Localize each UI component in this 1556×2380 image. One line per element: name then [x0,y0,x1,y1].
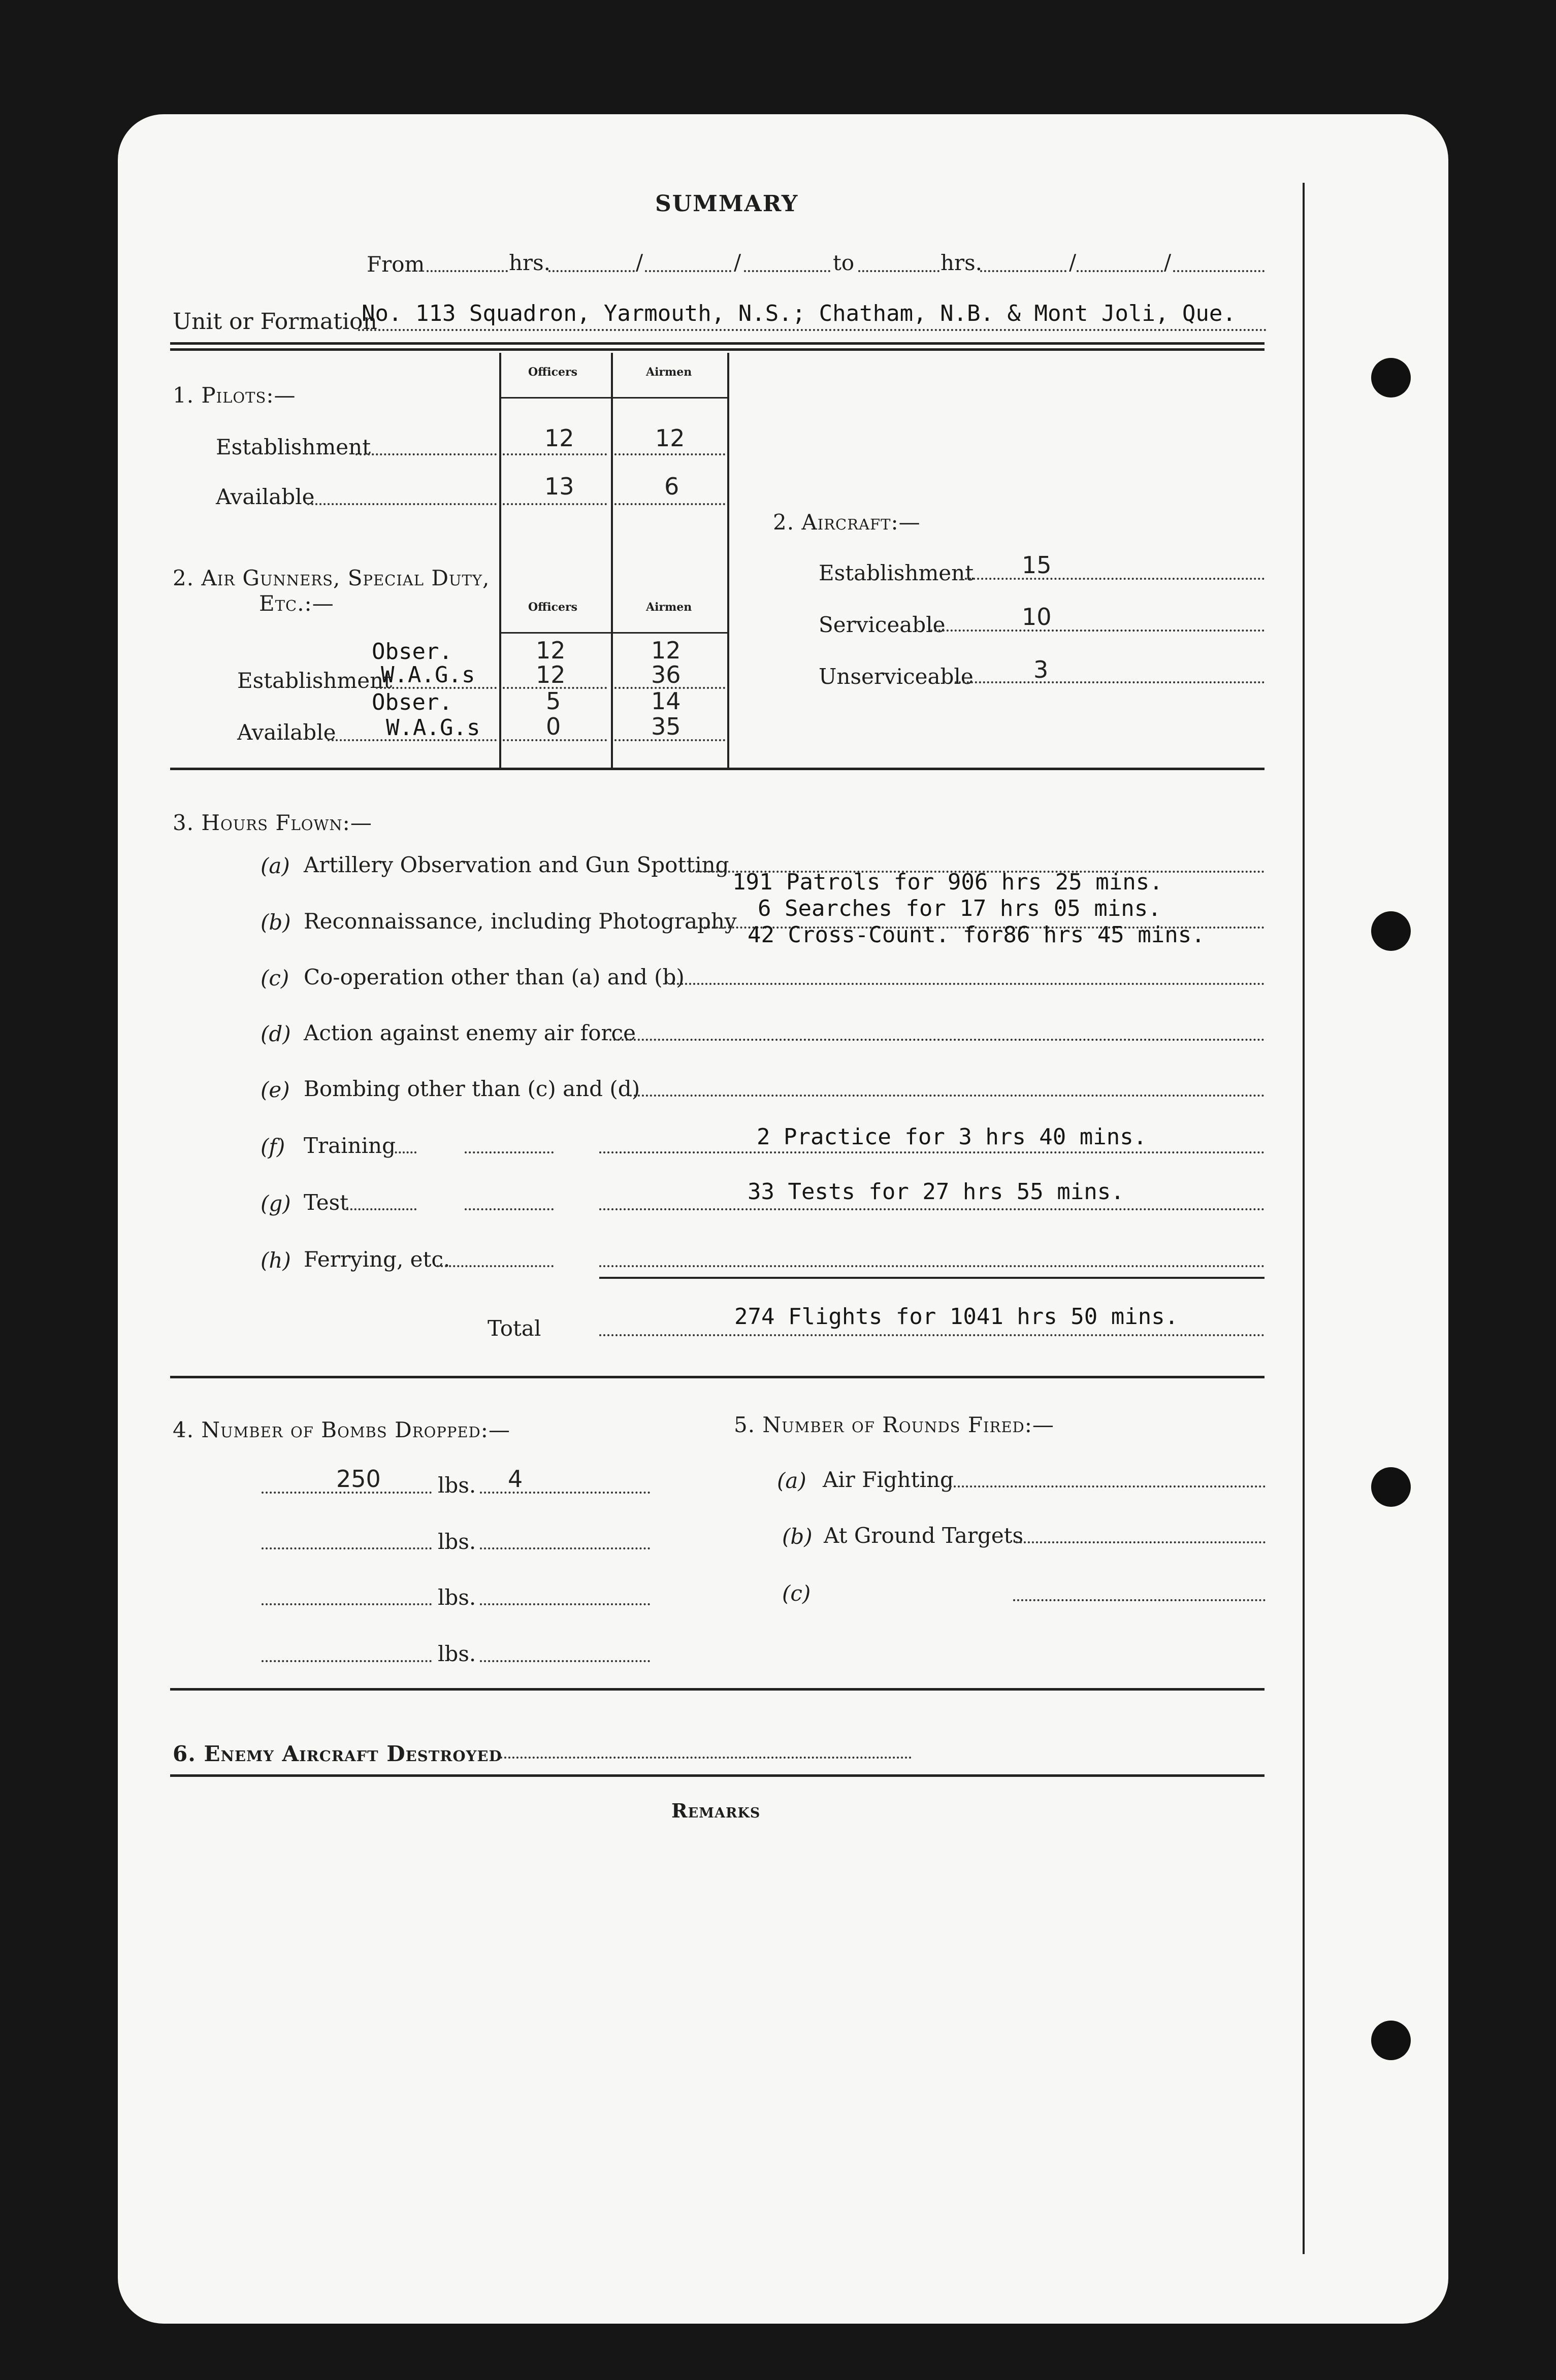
aircraft-unserviceable-label: Unserviceable [819,664,974,689]
leader-dots [599,1334,1265,1336]
leader-dots [946,1485,1266,1487]
rounds-b-label: At Ground Targets [824,1523,1024,1548]
leader-dots [955,681,1265,683]
hours-f-letter: (f) [261,1134,285,1159]
avail-wags-label: W.A.G.s [386,715,480,741]
air-gunners-heading: 2. Air Gunners, Special Duty, [173,566,490,590]
hours-a-label: Artillery Observation and Gun Spotting [304,852,729,877]
table-header-rule [499,397,729,399]
leader-dots [673,983,1265,985]
hours-h-label: Ferrying, etc. [304,1247,450,1272]
leader-dots [930,630,1265,632]
avail-obser-officers: 5 [546,687,561,715]
table-rule [611,353,613,770]
hours-e-label: Bombing other than (c) and (d) [304,1076,640,1101]
punch-hole [1371,2021,1411,2060]
air-gunners-establishment-label: Establishment [237,668,393,693]
slash: / [1069,250,1077,275]
bombs-lbs-label: lbs. [438,1473,476,1498]
leader-dots [328,739,497,741]
section-rule [170,1376,1265,1378]
double-rule [170,342,1265,345]
total-label: Total [488,1316,541,1341]
to-hrs-line [980,270,1066,272]
leader-dots [599,1151,1265,1153]
table-rule [499,353,501,770]
pilots-heading: 1. Pilots:— [173,383,296,408]
section-rule [170,1688,1265,1691]
rounds-c-letter: (c) [782,1581,811,1606]
cell-dots [614,453,725,455]
leader-dots [376,687,497,689]
table-header-rule [499,632,729,634]
bombs-count-1: 4 [508,1465,523,1493]
est-wags-officers: 12 [536,661,566,688]
enemy-heading: 6. Enemy Aircraft Destroyed [173,1741,502,1766]
leader-dots [391,1151,416,1153]
pilots-available-airmen: 6 [664,473,679,500]
punch-hole [1371,911,1411,951]
slash: / [734,250,741,275]
section-rule [170,1774,1265,1777]
hours-b-letter: (b) [261,910,291,935]
from-label: From [367,252,425,277]
leader-dots [346,1208,416,1210]
punch-hole [1371,358,1411,398]
hours-training: 2 Practice for 3 hrs 40 mins. [757,1124,1147,1150]
hours-heading: 3. Hours Flown:— [173,810,372,835]
hrs-label: hrs. [941,250,983,275]
leader-dots [355,453,497,455]
from-year-line [744,270,830,272]
leader-dots [630,1095,1265,1097]
aircraft-serviceable: 10 [1022,603,1052,631]
unit-value: No. 113 Squadron, Yarmouth, N.S.; Chatham, N.B. & Mont Joli, Que. [362,301,1236,326]
est-obser-airmen: 12 [651,637,681,664]
unit-label: Unit or Formation [173,309,377,335]
pilots-establishment-label: Establishment [216,435,371,459]
aircraft-heading: 2. Aircraft:— [773,510,921,535]
rounds-a-label: Air Fighting [823,1467,954,1492]
from-month-line [645,270,731,272]
to-label: to [833,250,855,275]
leader-dots [480,1660,650,1662]
pilots-available-label: Available [216,484,315,509]
est-wags-label: W.A.G.s [381,662,475,688]
cell-dots [614,739,725,741]
hours-d-letter: (d) [261,1021,291,1046]
table-rule [727,353,729,770]
hours-a-letter: (a) [261,853,290,878]
hours-d-label: Action against enemy air force [304,1020,636,1045]
double-rule [170,348,1265,351]
est-obser-officers: 12 [536,637,566,664]
to-year-line [1173,270,1265,272]
leader-dots [262,1660,432,1662]
leader-dots [465,1208,554,1210]
leader-dots [961,578,1265,580]
hours-b-label: Reconnaissance, including Photography [304,909,737,934]
officers-header: Officers [528,601,577,614]
aircraft-establishment: 15 [1022,551,1052,579]
leader-dots [1016,1541,1266,1543]
bombs-lbs-label: lbs. [438,1641,476,1666]
hours-e-letter: (e) [261,1077,290,1102]
leader-dots [609,1039,1265,1041]
air-gunners-heading-etc: Etc.:— [259,591,334,616]
from-date-line [427,270,508,272]
to-date-line [858,270,939,272]
aircraft-serviceable-label: Serviceable [819,612,946,637]
hours-total: 274 Flights for 1041 hrs 50 mins. [734,1304,1179,1330]
cell-dots [503,739,607,741]
leader-dots [480,1547,650,1549]
hours-patrols: 191 Patrols for 906 hrs 25 mins. [732,869,1163,895]
aircraft-unserviceable: 3 [1033,656,1049,683]
margin-rule [1303,183,1305,2254]
hours-c-label: Co-operation other than (a) and (b) [304,965,685,989]
avail-obser-airmen: 14 [651,687,681,715]
hours-test: 33 Tests for 27 hrs 55 mins. [748,1179,1124,1205]
airmen-header: Airmen [646,366,692,379]
unit-line [358,329,1267,331]
air-gunners-available-label: Available [237,720,336,745]
leader-dots [437,1265,554,1267]
bombs-weight-1: 250 [336,1465,381,1493]
bombs-lbs-label: lbs. [438,1529,476,1554]
hours-searches: 6 Searches for 17 hrs 05 mins. [758,896,1161,921]
remarks-heading: Remarks [671,1799,761,1822]
cell-dots [503,453,607,455]
hours-c-letter: (c) [261,966,289,990]
bombs-heading: 4. Number of Bombs Dropped:— [173,1417,510,1442]
hours-h-letter: (h) [261,1248,291,1273]
leader-dots [480,1603,650,1605]
slash: / [636,250,643,275]
leader-dots [599,1265,1265,1267]
leader-dots [1013,1599,1266,1601]
leader-dots [599,1208,1265,1210]
section-rule [170,768,1265,770]
leader-dots [500,1757,912,1759]
hours-f-label: Training [304,1133,396,1158]
from-hrs-line [548,270,635,272]
hours-g-letter: (g) [261,1191,291,1216]
leader-dots [262,1547,432,1549]
leader-dots [465,1151,554,1153]
page-title: SUMMARY [655,191,799,217]
to-month-line [1077,270,1163,272]
rounds-heading: 5. Number of Rounds Fired:— [734,1412,1054,1437]
est-wags-airmen: 36 [651,661,681,688]
aircraft-establishment-label: Establishment [819,560,974,585]
leader-dots [307,503,497,505]
airmen-header: Airmen [646,601,692,614]
leader-dots [262,1603,432,1605]
hrs-label: hrs. [509,250,551,275]
leader-dots [480,1492,650,1494]
pilots-establishment-officers: 12 [544,424,574,452]
hours-g-label: Test [304,1190,349,1215]
cell-dots [614,503,725,505]
pilots-available-officers: 13 [544,473,574,500]
punch-hole [1371,1467,1411,1507]
total-rule [599,1277,1265,1279]
rounds-a-letter: (a) [777,1468,806,1493]
rounds-b-letter: (b) [782,1524,813,1549]
officers-header: Officers [528,366,577,379]
cell-dots [503,503,607,505]
avail-obser-label: Obser. [372,689,452,715]
avail-wags-officers: 0 [546,713,561,740]
bombs-lbs-label: lbs. [438,1585,476,1610]
est-obser-label: Obser. [372,639,452,665]
slash: / [1164,250,1172,275]
leader-dots [262,1492,432,1494]
hours-cross-country: 42 Cross-Count. for86 hrs 45 mins. [748,922,1205,948]
avail-wags-airmen: 35 [651,713,681,740]
pilots-establishment-airmen: 12 [655,424,685,452]
